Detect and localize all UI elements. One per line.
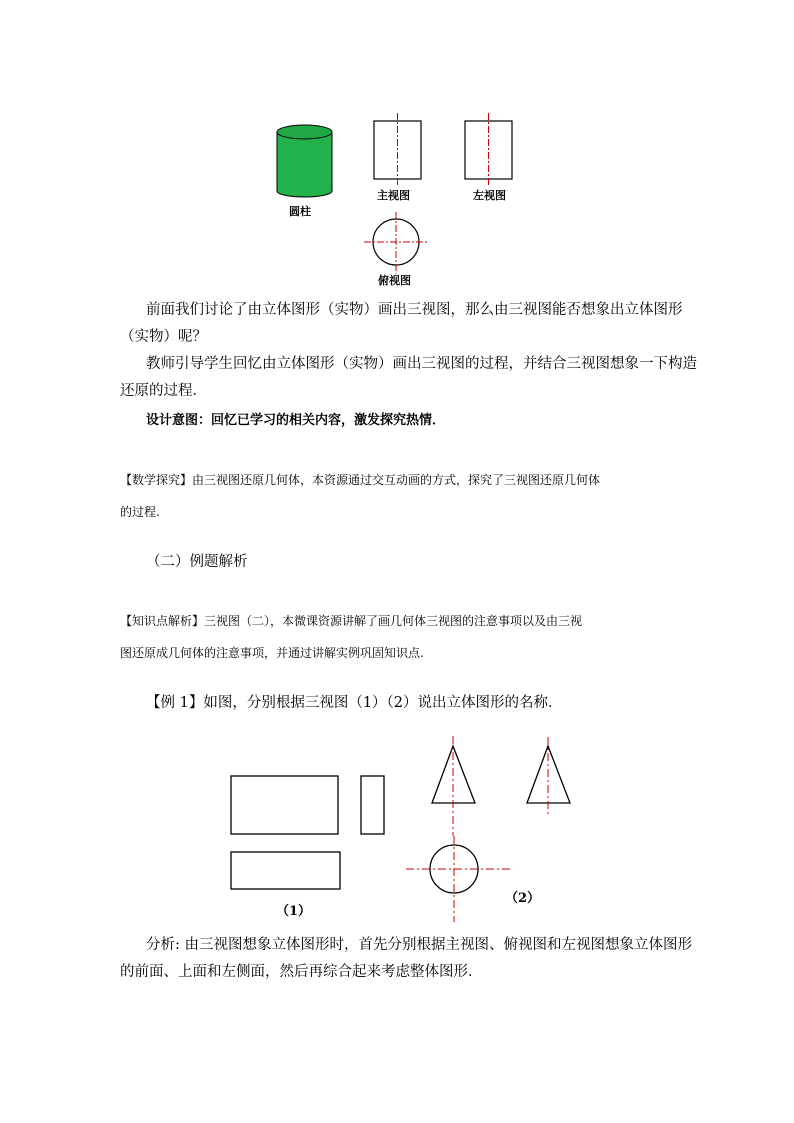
front-view-drawing <box>374 113 421 187</box>
explore-link-line-1[interactable]: 【数学探究】由三视图还原几何体，本资源通过交互动画的方式，探究了三视图还原几何体 <box>120 473 601 487</box>
top-view-drawing <box>364 212 428 274</box>
paragraph-1-line-2: （实物）呢？ <box>120 329 207 345</box>
explore-link-line-2: 的过程. <box>120 505 160 519</box>
design-intent: 设计意图：回忆已学习的相关内容，激发探究热情． <box>146 413 446 428</box>
figure-label-2: （2） <box>505 891 541 906</box>
cylinder-label: 圆柱 <box>289 205 311 218</box>
knowledge-link-line-1[interactable]: 【知识点解析】三视图（二），本微课资源讲解了画几何体三视图的注意事项以及由三视 <box>120 614 583 628</box>
analysis-line-2: 的前面、上面和左侧面，然后再综合起来考虑整体图形． <box>120 964 483 980</box>
paragraph-2-line-1: 教师引导学生回忆由立体图形（实物）画出三视图的过程，并结合三视图想象一下构造 <box>146 356 697 372</box>
example-1-prompt: 【例 1】如图，分别根据三视图（1）（2）说出立体图形的名称． <box>146 695 563 711</box>
front-view-label: 主视图 <box>377 189 410 202</box>
section-title: （二）例题解析 <box>146 554 248 570</box>
left-view-drawing <box>465 113 512 187</box>
knowledge-link-line-2: 图还原成几何体的注意事项，并通过讲解实例巩固知识点. <box>120 646 424 660</box>
analysis-line-1: 分析: 由三视图想象立体图形时，首先分别根据主视图、俯视图和左视图想象立体图形 <box>146 937 692 953</box>
paragraph-1-line-1: 前面我们讨论了由立体图形（实物）画出三视图，那么由三视图能否想象出立体图形 <box>146 302 683 318</box>
paragraph-2-line-2: 还原的过程． <box>120 383 207 399</box>
top-view-label: 俯视图 <box>378 274 411 287</box>
figure-label-1: （1） <box>276 904 312 919</box>
left-view-label: 左视图 <box>473 189 506 202</box>
cylinder-illustration <box>277 125 332 197</box>
